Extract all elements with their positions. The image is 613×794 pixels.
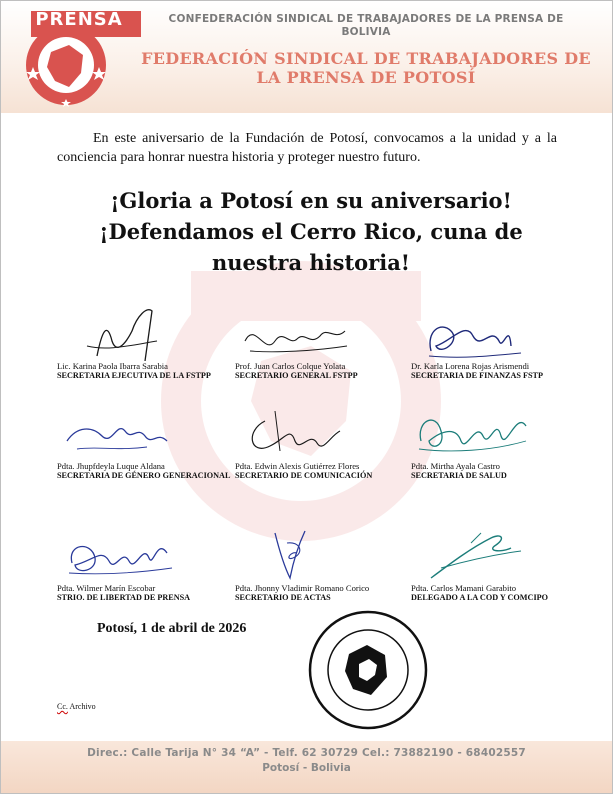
signature-8-icon — [235, 523, 355, 583]
signature-block-7 — [57, 523, 237, 603]
signature-block-9 — [411, 523, 591, 603]
signature-block-2 — [235, 301, 415, 381]
signature-5-icon — [235, 401, 355, 461]
signatory-role: SECRETARIA DE SALUD — [411, 471, 507, 480]
signatory-name: Pdta. Edwin Alexis Gutiérrez Flores — [235, 461, 360, 471]
slogan — [61, 185, 561, 278]
letter-date: Potosí, 1 de abril de 2026 — [97, 621, 247, 636]
signature-block-1 — [57, 301, 237, 381]
signatory-name: Pdta. Carlos Mamani Garabito — [411, 583, 517, 593]
footer-address: Direc.: Calle Tarija N° 34 “A” - Telf. 62 30729 Cel.: 73882190 - 68402557 — [87, 747, 526, 759]
signatory-role: SECRETARIO DE ACTAS — [235, 593, 331, 602]
signatory-name: Lic. Karina Paola Ibarra Sarabia — [57, 361, 168, 371]
signature-block-5 — [235, 401, 415, 481]
footer-city: Potosí - Bolivia — [262, 762, 351, 774]
intro-paragraph: En este aniversario de la Fundación de Potosí, convocamos a la unidad y a la conciencia para honrar nuestra historia y proteger nuestro futuro. — [57, 131, 557, 165]
cc-label: Cc. — [57, 702, 68, 711]
official-seal-icon — [307, 609, 429, 731]
signature-9-icon — [411, 523, 531, 583]
signatory-role: STRIO. DE LIBERTAD DE PRENSA — [57, 593, 191, 602]
archive-note — [57, 702, 96, 711]
confederation-title: CONFEDERACIÓN SINDICAL DE TRABAJADORES DE LA PRENSA DE BOLIVIA — [168, 13, 564, 38]
logo-text: PRENSA — [35, 9, 123, 30]
signatory-role: SECRETARIA EJECUTIVA DE LA FSTPP — [57, 371, 211, 380]
signature-block-8 — [235, 523, 415, 603]
letterhead — [1, 1, 612, 113]
signatory-name: Prof. Juan Carlos Colque Yolata — [235, 361, 346, 371]
signatory-role: SECRETARIO GENERAL FSTPP — [235, 371, 358, 380]
signatory-name: Pdta. Wilmer Marín Escobar — [57, 583, 156, 593]
letter-footer — [1, 741, 612, 793]
signatory-name: Pdta. Mirtha Ayala Castro — [411, 461, 500, 471]
signatory-role: DELEGADO A LA COD Y COMCIPO — [411, 593, 548, 602]
slogan-line-2: ¡Defendamos el Cerro Rico, cuna de nuestra historia! — [99, 219, 523, 275]
signature-1-icon — [57, 301, 177, 361]
signature-3-icon — [411, 301, 531, 361]
signatory-name: Pdta. Jhonny Vladimir Romano Corico — [235, 583, 370, 593]
signature-4-icon — [57, 401, 177, 461]
federation-title: FEDERACIÓN SINDICAL DE TRABAJADORES DE LA PRENSA DE POTOSÍ — [141, 49, 591, 87]
signatory-name: Dr. Karla Lorena Rojas Arismendi — [411, 361, 530, 371]
signatory-name: Pdta. Jhupfdeyla Luque Aldana — [57, 461, 165, 471]
signature-block-6 — [411, 401, 591, 481]
signatory-role: SECRETARIO DE COMUNICACIÓN — [235, 471, 373, 480]
archive-label: Archivo — [67, 702, 96, 711]
signature-6-icon — [411, 401, 531, 461]
slogan-line-1: ¡Gloria a Potosí en su aniversario! — [110, 188, 512, 213]
signatory-role: SECRETARIA DE GÉNERO GENERACIONAL — [57, 471, 231, 480]
signature-7-icon — [57, 523, 177, 583]
signature-2-icon — [235, 301, 355, 361]
signatory-role: SECRETARIA DE FINANZAS FSTP — [411, 371, 544, 380]
signature-block-4 — [57, 401, 237, 481]
signature-block-3 — [411, 301, 591, 381]
